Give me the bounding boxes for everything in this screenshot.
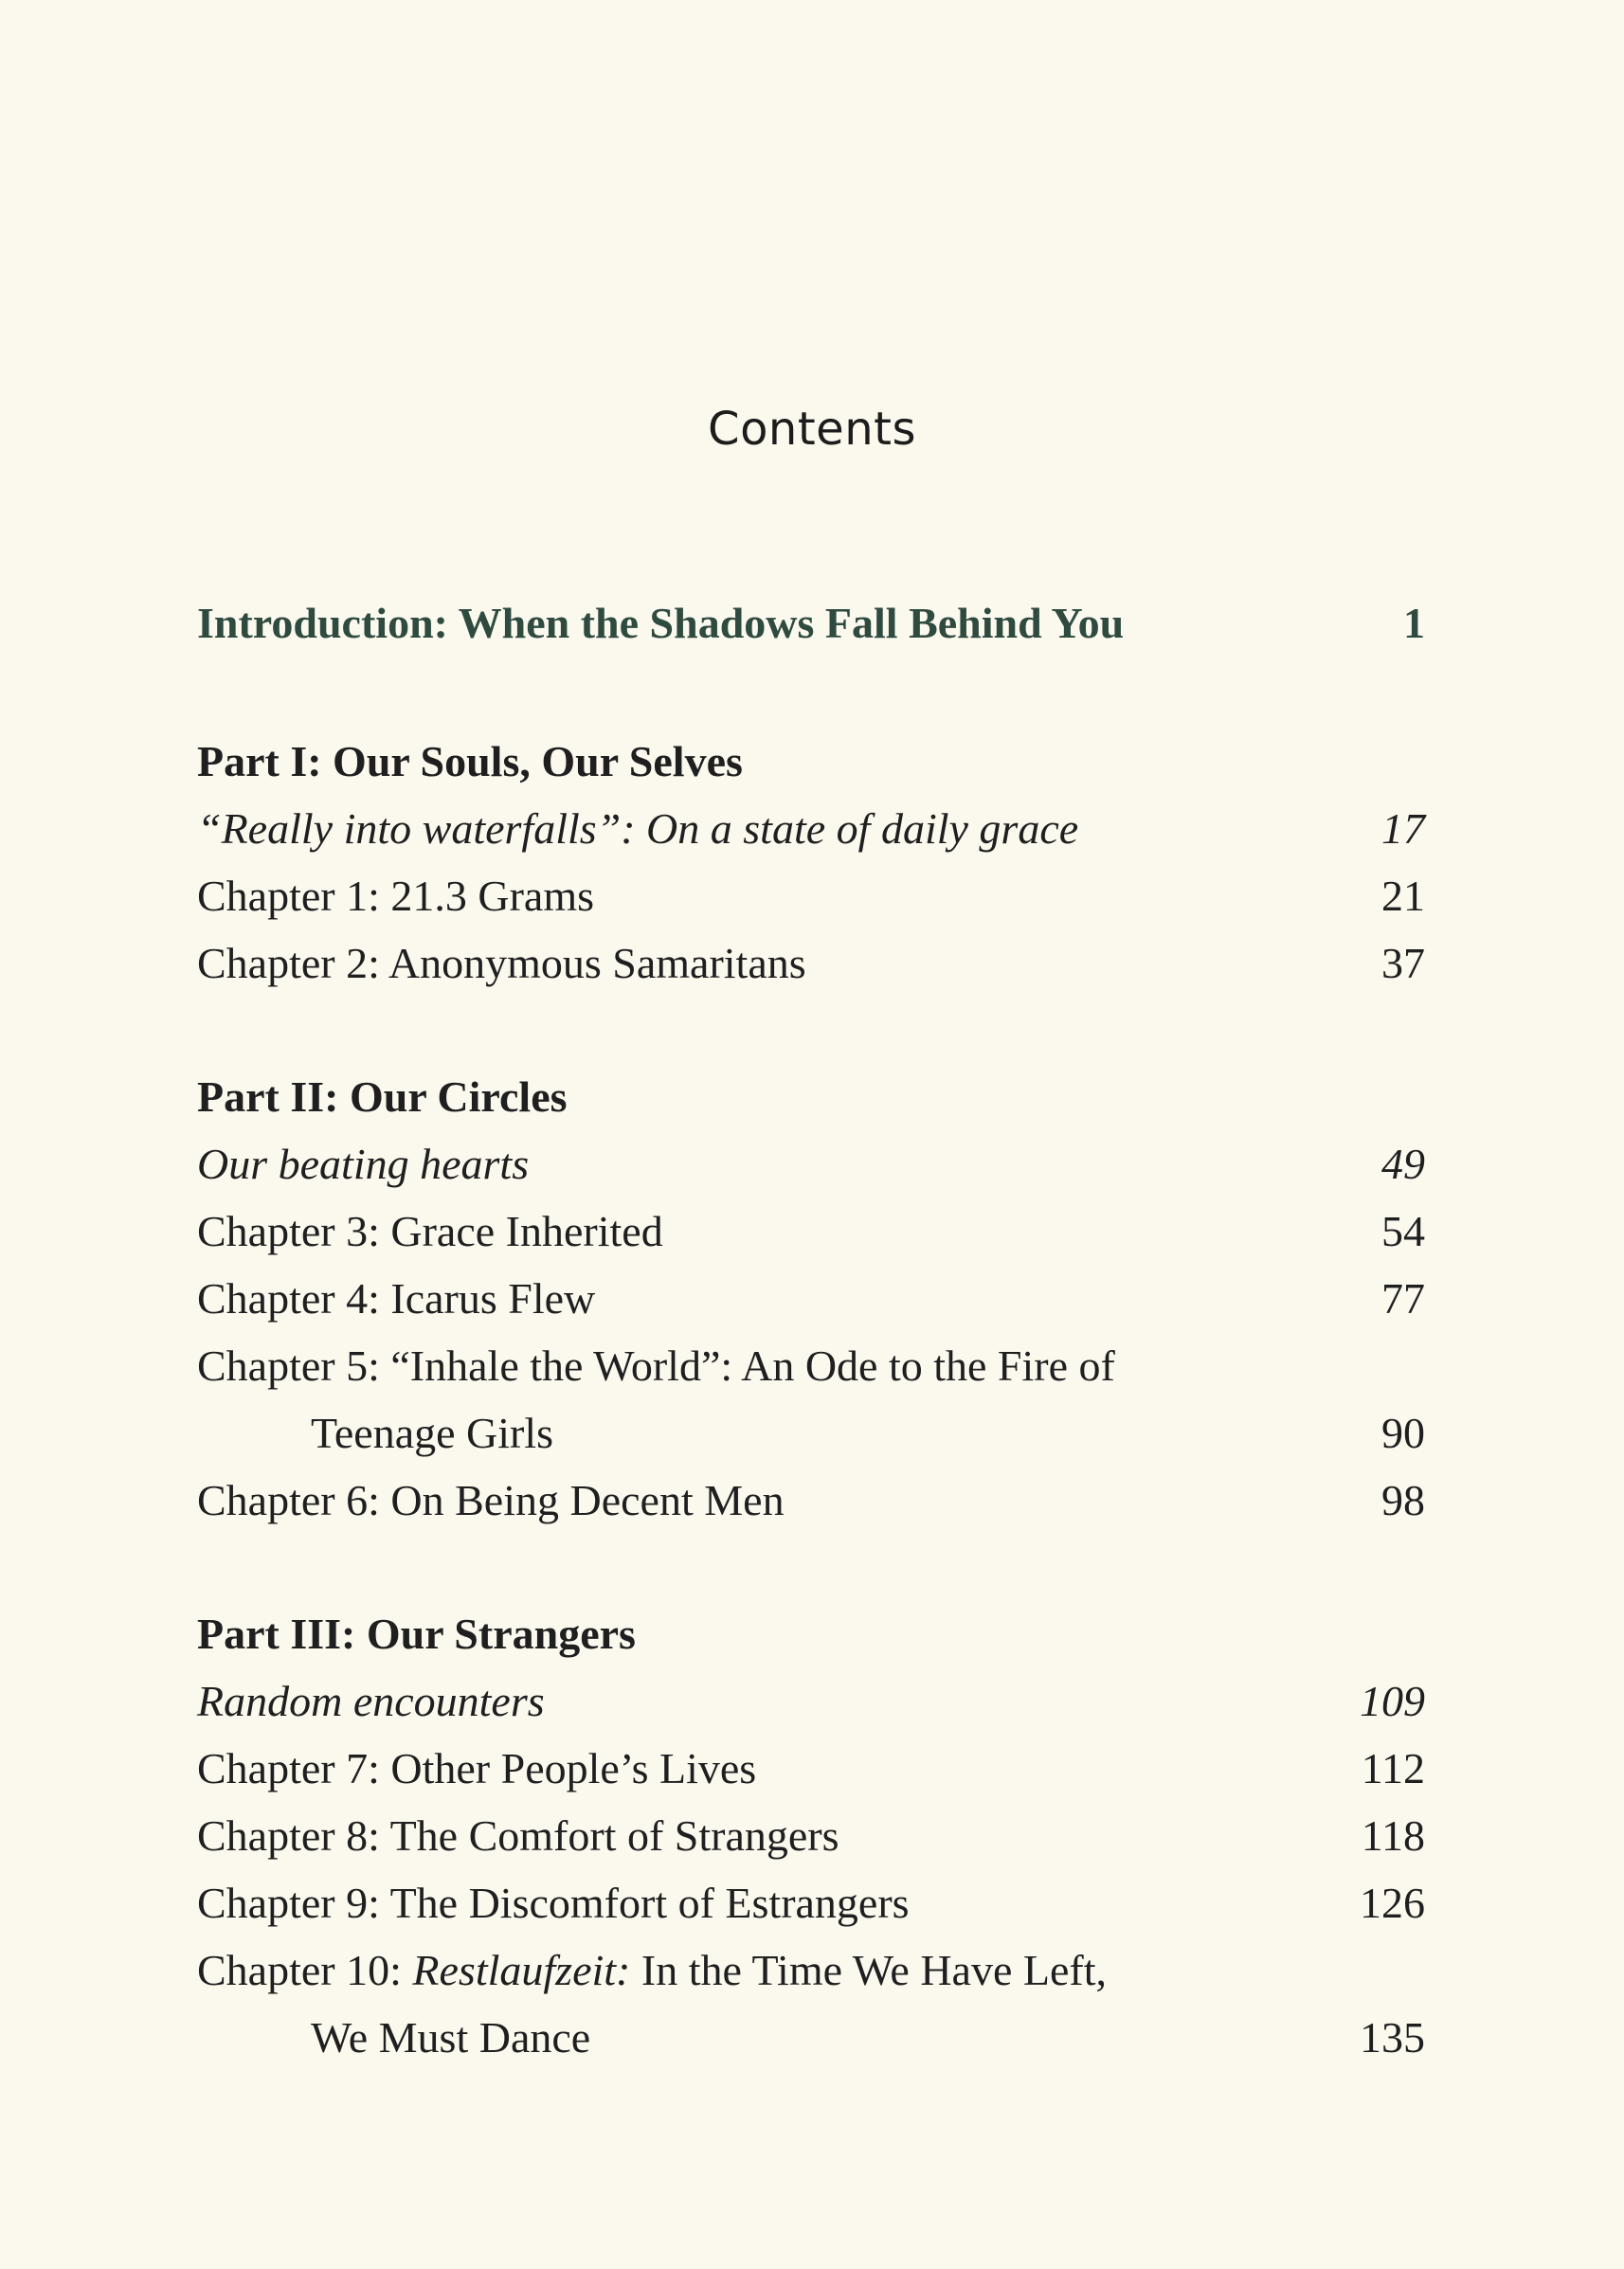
- toc-entry-title: Chapter 3: Grace Inherited: [197, 1207, 663, 1255]
- toc-entry: [197, 862, 1425, 929]
- toc-entry-title-line2: We Must Dance: [311, 2013, 591, 2062]
- toc-entry-title: Our beating hearts: [197, 1140, 530, 1188]
- toc-entry-title-line1: Chapter 5: “Inhale the World”: An Ode to the Fire of: [197, 1342, 1115, 1390]
- toc-entry-title-line2: Teenage Girls: [311, 1409, 554, 1457]
- toc-page-number: 118: [1361, 1811, 1425, 1860]
- toc-entry: [197, 1332, 1425, 1467]
- toc-entry: [197, 1869, 1425, 1936]
- toc-entry: [197, 1130, 1425, 1198]
- toc-entry-title: “Really into waterfalls”: On a state of daily grace: [197, 804, 1079, 853]
- toc-entry: [197, 1667, 1425, 1735]
- page-title: Contents: [708, 403, 916, 456]
- toc-entry-title: Chapter 8: The Comfort of Strangers: [197, 1811, 839, 1860]
- toc-entry-title: Chapter 7: Other People’s Lives: [197, 1744, 757, 1792]
- toc-page-number: 98: [1381, 1476, 1425, 1524]
- toc-page-number: 17: [1381, 804, 1425, 853]
- toc-page-number: 90: [1381, 1409, 1425, 1457]
- toc-page-number: 54: [1381, 1207, 1425, 1255]
- toc-page-number: 77: [1381, 1274, 1425, 1323]
- toc-entry-title: Chapter 9: The Discomfort of Estrangers: [197, 1879, 910, 1927]
- toc-entry-title: Introduction: When the Shadows Fall Behind You: [197, 599, 1125, 647]
- toc-page-number: 112: [1361, 1744, 1425, 1792]
- toc-entry: [197, 1802, 1425, 1869]
- toc-entry: [197, 1467, 1425, 1534]
- toc-page-number: 1: [1403, 599, 1425, 647]
- toc-page-number: 37: [1381, 939, 1425, 987]
- part-heading: Part II: Our Circles: [197, 1072, 568, 1121]
- toc-entry: [197, 795, 1425, 862]
- toc-entry-title: Chapter 4: Icarus Flew: [197, 1274, 596, 1323]
- toc-page-number: 49: [1381, 1140, 1425, 1188]
- toc-entry-title: Chapter 6: On Being Decent Men: [197, 1476, 785, 1524]
- toc-entry-title: Chapter 1: 21.3 Grams: [197, 872, 595, 920]
- toc-entry: [197, 1936, 1425, 2071]
- toc-entry: [197, 929, 1425, 997]
- toc-page-number: 109: [1360, 1677, 1425, 1725]
- part-heading: Part I: Our Souls, Our Selves: [197, 737, 743, 785]
- toc-page-number: 21: [1381, 872, 1425, 920]
- toc-entry: [197, 1198, 1425, 1265]
- toc-entry-title-line1: Chapter 10: Restlaufzeit: In the Time We Have Left,: [197, 1946, 1108, 1994]
- toc-page-number: 135: [1360, 2013, 1425, 2062]
- toc-page-number: 126: [1360, 1879, 1425, 1927]
- table-of-contents: [197, 589, 1425, 2071]
- toc-entry-title: Chapter 2: Anonymous Samaritans: [197, 939, 806, 987]
- toc-entry-introduction: [197, 589, 1425, 657]
- toc-entry: [197, 1265, 1425, 1332]
- italic-term: Restlaufzeit:: [412, 1946, 631, 1994]
- part-heading: Part III: Our Strangers: [197, 1610, 636, 1658]
- toc-entry-title: Random encounters: [197, 1677, 545, 1725]
- toc-entry: [197, 1735, 1425, 1802]
